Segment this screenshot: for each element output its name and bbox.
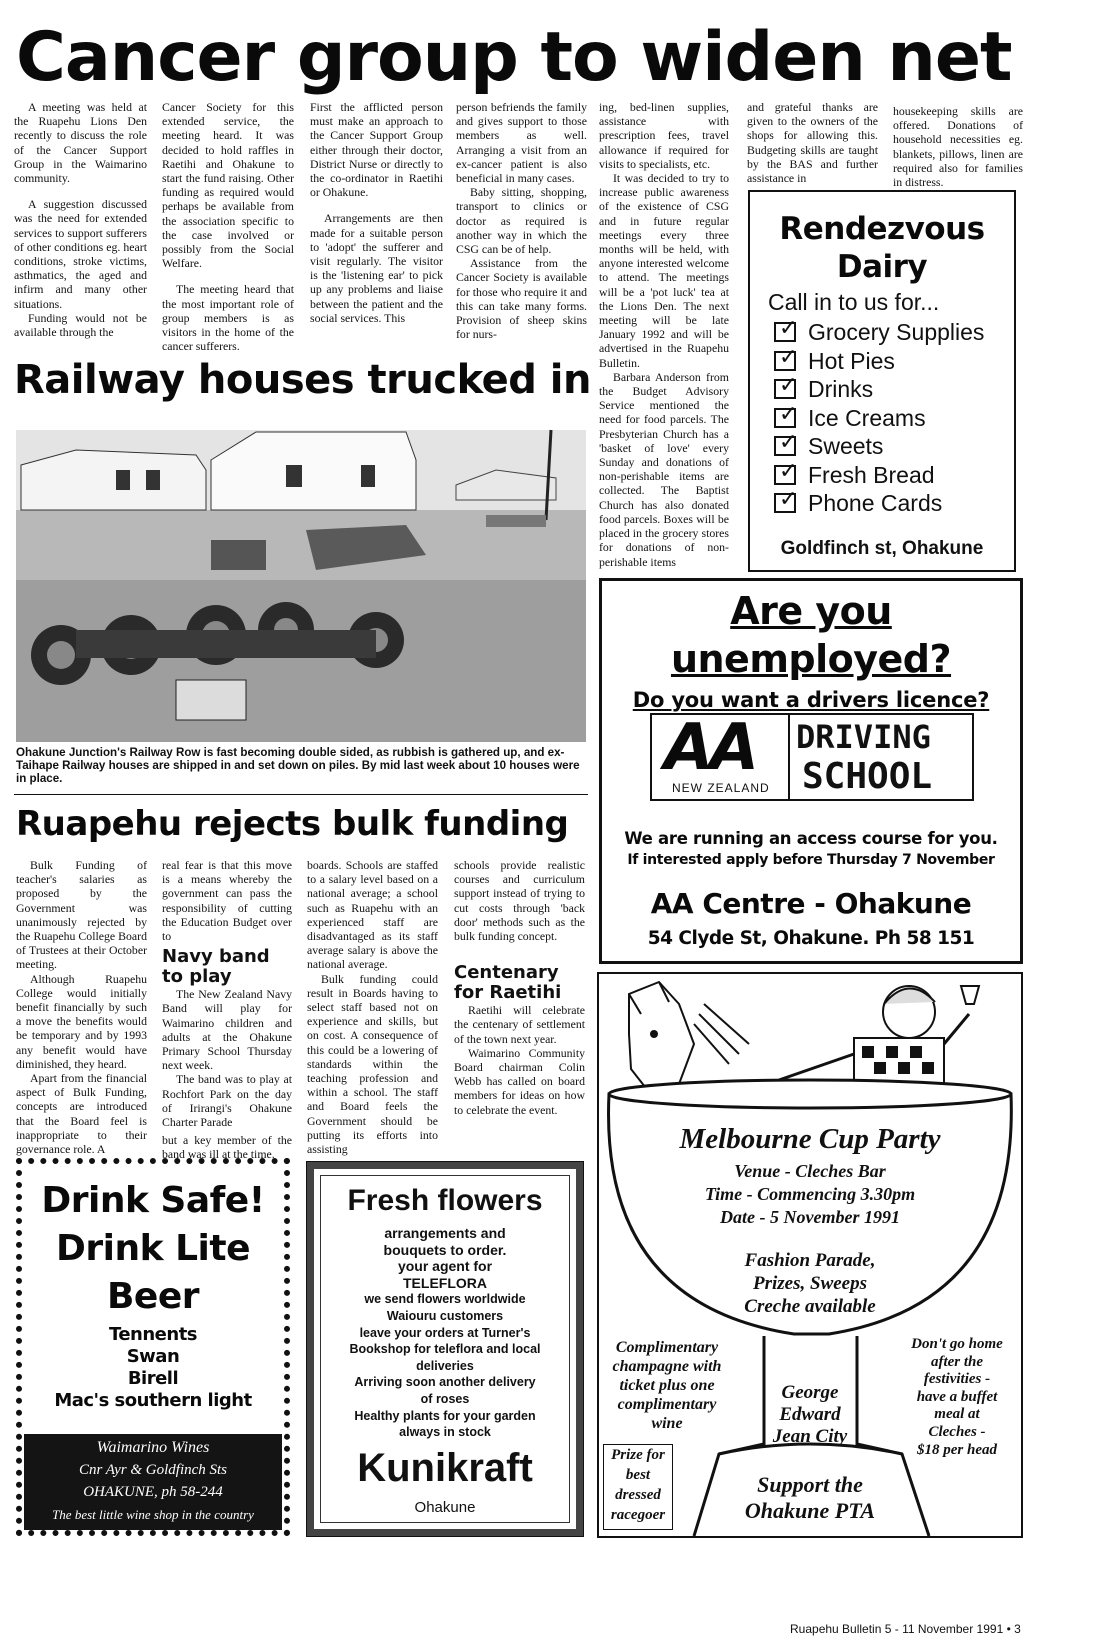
aa-address: 54 Clyde St, Ohakune. Ph 58 151	[647, 928, 975, 949]
paragraph: First the afflicted person must make an approach to the Cancer Support Group either through their doctor, District Nurse or directly to the co-ordinator in Raetihi or Ohakune.	[310, 100, 443, 200]
aa-apply: If interested apply before Thursday 7 November	[627, 852, 995, 868]
beer-line3: Beer	[106, 1276, 200, 1317]
aa-logo: AA	[664, 711, 756, 785]
divider	[14, 794, 588, 795]
cancer-col-1	[14, 100, 147, 348]
paragraph: but a key member of the band was ill at the time.	[162, 1133, 292, 1162]
aa-school-2: SCHOOL	[802, 756, 933, 797]
cup-dontgo-line: festivities -	[923, 1371, 991, 1388]
paragraph: and grateful thanks are given to the owners of the shops for allowing this. Budgeting skills are taught by the BAS and further assistance in	[747, 100, 878, 186]
cup-fashion-2: Prizes, Sweeps	[753, 1273, 867, 1294]
aa-centre: AA Centre - Ohakune	[650, 887, 972, 920]
wine-shop-address: Cnr Ayr & Goldfinch Sts	[78, 1462, 228, 1478]
flowers-line: Arriving soon another delivery	[354, 1375, 536, 1390]
dairy-list	[774, 318, 984, 518]
bulk-headline: Ruapehu rejects bulk funding	[16, 804, 569, 844]
flowers-line: deliveries	[416, 1358, 474, 1373]
list-item: ✓Ice Creams	[774, 404, 984, 433]
wine-shop-tagline: The best little wine shop in the country	[52, 1507, 254, 1522]
flowers-line: leave your orders at Turner's	[359, 1325, 531, 1340]
beer-line1: Drink Safe!	[41, 1180, 265, 1221]
paragraph: Apart from the financial aspect of Bulk Funding, concepts are introduced that the Board feel is inappropriate to their governance role. A	[16, 1071, 147, 1157]
paragraph: A suggestion discussed was the need for extended services to support sufferers of other conditions eg. heart conditions, stroke victims, asthmatics, the aged and infirm and many other situations.	[14, 197, 147, 311]
centenary-headline: Centenary for Raetihi	[454, 962, 562, 1004]
cup-dontgo	[895, 1336, 1019, 1459]
beer-brand: Swan	[126, 1346, 180, 1367]
railway-headline: Railway houses trucked in	[14, 357, 591, 403]
beer-ad	[16, 1158, 290, 1536]
cup-dontgo-line: meal at	[934, 1406, 980, 1423]
cup-champagne-line: ticket plus one	[619, 1377, 715, 1394]
list-item: ✓Hot Pies	[774, 347, 984, 376]
cup-time: Time - Commencing 3.30pm	[704, 1184, 916, 1204]
checkbox-icon	[774, 436, 796, 456]
cup-title: Melbourne Cup Party	[679, 1123, 941, 1155]
checkbox-icon	[774, 351, 796, 371]
flowers-line: your agent for	[397, 1258, 493, 1275]
cup-fashion-3: Creche available	[744, 1296, 876, 1317]
paragraph: Bulk Funding of teacher's salaries as proposed by the Government was unanimously rejected by the Ruapehu College Board of Trustees at their October meeting.	[16, 858, 147, 972]
checkbox-icon	[774, 322, 796, 342]
cup-name: Jean City	[772, 1426, 848, 1447]
aa-course: We are running an access course for you.	[624, 829, 998, 848]
paragraph: It was decided to try to increase public awareness of the existence of CSG and in future regular meetings every three months will be held, with anyone interested welcome to attend. The meetings will be a 'pot luck' tea at the Lions Den. The next meeting will be late January 1992 and will be advertised in the Ruapehu Bulletin.	[599, 171, 729, 370]
cup-name: George	[781, 1382, 839, 1403]
flowers-line: always in stock	[399, 1425, 491, 1440]
aa-ad	[599, 578, 1023, 964]
cup-prize-line: dressed	[615, 1487, 661, 1503]
flowers-line: we send flowers worldwide	[364, 1292, 526, 1307]
paragraph: Although Ruapehu College would initially benefit financially by such a move the benefits would be temporary and by 1993 any benefit would have diminished, they heard.	[16, 971, 147, 1071]
aa-line1: Are you	[730, 589, 892, 633]
paragraph: person befriends the family and gives support to those members as well. Arranging a visit from an ex-cancer patient is also beneficial in many cases.	[456, 100, 587, 186]
beer-brand: Birell	[127, 1368, 179, 1389]
bulk-col-4	[454, 858, 585, 1154]
railway-photo	[16, 430, 586, 742]
flowers-line: of roses	[420, 1391, 470, 1406]
paragraph: ing, bed-linen supplies, assistance with prescription fees, travel allowance if required for visits to specialists, etc.	[599, 100, 729, 171]
dairy-ad	[748, 190, 1016, 572]
list-item: ✓Drinks	[774, 375, 984, 404]
flowers-line: bouquets to order.	[383, 1241, 507, 1258]
wine-shop-name: Waimarino Wines	[96, 1439, 210, 1456]
dairy-title: Rendezvous Dairy	[779, 211, 985, 285]
cancer-col-3	[310, 100, 443, 348]
flowers-brand: Kunikraft	[357, 1446, 533, 1490]
cup-dontgo-line: Don't go home	[911, 1336, 1003, 1352]
paragraph: Assistance from the Cancer Society is available for those who require it and this can take many forms. Provision of sheep skins for nurs-	[456, 256, 587, 342]
flowers-lines	[314, 1225, 576, 1441]
paragraph: boards. Schools are staffed to a salary level based on a national average; a school such as Ruapehu with an experienced staff are disadvantaged as its staff average salary is above the national average.	[307, 858, 438, 972]
cup-dontgo-line: Cleches -	[928, 1423, 986, 1440]
cup-dontgo-line: $18 per head	[917, 1441, 997, 1458]
checkbox-icon	[774, 465, 796, 485]
cancer-col-7	[893, 104, 1023, 190]
cup-date: Date - 5 November 1991	[720, 1207, 900, 1227]
flowers-line: Bookshop for teleflora and local	[349, 1342, 541, 1357]
list-item: ✓Fresh Bread	[774, 461, 984, 490]
cup-name: Edward	[779, 1404, 841, 1425]
cup-prize-line: racegoer	[610, 1507, 666, 1523]
paragraph: real fear is that this move is a means whereby the government can pass the responsibility of cutting the Education Budget over to	[162, 858, 292, 944]
paragraph: Raetihi will celebrate the centenary of settlement of the town next year.	[454, 1003, 585, 1046]
paragraph: A meeting was held at the Ruapehu Lions Den recently to discuss the role of the Cancer Support Group in the Waimarino community.	[14, 100, 147, 186]
list-item: ✓Phone Cards	[774, 489, 984, 518]
railway-photo-drawing	[16, 430, 586, 742]
flowers-title: Fresh flowers	[347, 1184, 543, 1217]
paragraph: Bulk funding could result in Boards having to select staff based not on experience and skills, but on cost. A consequence of this could be a lowering of standards within the teaching profession and within a school. The staff and Board feels the Government should be putting its efforts into assisting	[307, 971, 438, 1157]
cup-champagne	[599, 1338, 735, 1433]
paragraph: housekeeping skills are offered. Donations of household necessities eg. blankets, pillows, linen are required also for families in distress.	[893, 104, 1023, 190]
main-headline: Cancer group to widen net	[16, 18, 1012, 97]
beer-line2: Drink Lite	[56, 1228, 250, 1269]
flowers-line: Healthy plants for your garden	[354, 1408, 536, 1423]
cup-fashion-1: Fashion Parade,	[744, 1250, 876, 1271]
dairy-address: Goldfinch st, Ohakune	[780, 538, 984, 559]
cup-venue: Venue - Cleches Bar	[734, 1161, 886, 1181]
aa-school-1: DRIVING	[796, 718, 931, 756]
cup-support-1: Support the	[757, 1472, 863, 1497]
list-item: ✓Sweets	[774, 432, 984, 461]
cup-champagne-line: Complimentary	[615, 1339, 719, 1356]
paragraph: Barbara Anderson from the Budget Advisory Service mentioned the need for food parcels. The Presbyterian Church has a 'basket of love' every Sunday and donations of non-perishable items are collected. The Baptist Church has also donated food parcels. Boxes will be placed in the grocery stores for donations of non-perishable items	[599, 369, 729, 569]
paragraph: The band was to play at Rochfort Park on the day of Irirangi's Ohakune Charter Parade	[162, 1072, 292, 1130]
aa-line3: Do you want a drivers licence?	[632, 688, 990, 712]
beer-brand: Mac's southern light	[54, 1390, 252, 1411]
flowers-line: Waiouru customers	[386, 1308, 504, 1323]
cancer-col-6	[747, 100, 878, 186]
aa-logo-box	[650, 713, 974, 801]
checkbox-icon	[774, 493, 796, 513]
paragraph: Funding would not be available through the	[14, 310, 147, 340]
bulk-col-3	[307, 858, 438, 1157]
checkbox-icon	[774, 379, 796, 399]
bulk-col-1	[16, 858, 147, 1157]
flowers-line: TELEFLORA	[403, 1274, 487, 1291]
cup-ad	[597, 972, 1023, 1538]
paragraph: The New Zealand Navy Band will play for Waimarino children and adults at the Ohakune Primary School Thursday next week.	[162, 987, 292, 1073]
paragraph: Baby sitting, shopping, transport to clinics or doctor as required is another way in which the CSG can be of help.	[456, 185, 587, 257]
cup-dontgo-line: have a buffet	[916, 1388, 998, 1405]
dairy-intro: Call in to us for...	[768, 289, 940, 315]
cup-prize-line: best	[625, 1467, 651, 1483]
aa-logo-sub: NEW ZEALAND	[672, 781, 770, 795]
paragraph: schools provide realistic courses and curriculum support instead of trying to cut costs through 'back door' methods such as the bulk funding concept.	[454, 858, 585, 944]
cup-names	[739, 1382, 881, 1448]
navy-headline: Navy band to play	[162, 946, 270, 988]
cancer-col-2	[162, 100, 294, 354]
cup-champagne-line: wine	[651, 1415, 683, 1432]
cup-prize-line: Prize for	[611, 1447, 665, 1463]
aa-line2: unemployed?	[670, 637, 952, 681]
list-item: ✓Grocery Supplies	[774, 318, 984, 347]
flowers-line: arrangements and	[384, 1225, 506, 1241]
paragraph: Cancer Society for this extended service, the meeting heard. It was decided to hold raffles in Raetihi and Ohakune to start the fund raising. Other funding as required would perhaps be available from the association specific to the case involved or possibly from the Social Welfare.	[162, 100, 294, 271]
cup-champagne-line: complimentary	[617, 1396, 717, 1413]
bulk-col-2	[162, 858, 292, 1162]
cup-champagne-line: champagne with	[612, 1358, 722, 1375]
cancer-col-5	[599, 100, 729, 576]
wine-shop-phone: OHAKUNE, ph 58-244	[83, 1484, 223, 1500]
paragraph: Waimarino Community Board chairman Colin Webb has called on board members for ideas on how to celebrate the event.	[454, 1045, 585, 1117]
divider	[788, 715, 790, 799]
beer-brand: Tennents	[108, 1324, 198, 1345]
cup-prize-box	[603, 1444, 673, 1530]
flowers-town: Ohakune	[414, 1499, 476, 1516]
railway-caption: Ohakune Junction's Railway Row is fast becoming double sided, as rubbish is gathered up, and ex-Taihape Railway houses are shipped in and set down on piles. By mid last week about 10 houses were in place.	[16, 746, 580, 785]
checkbox-icon	[774, 408, 796, 428]
paragraph: The meeting heard that the most important role of group members is as visitors in the home of the cancer sufferers.	[162, 282, 294, 354]
page-footer: Ruapehu Bulletin 5 - 11 November 1991 • 3	[790, 1622, 1021, 1636]
cup-dontgo-line: after the	[930, 1353, 984, 1370]
cup-support-2: Ohakune PTA	[744, 1498, 876, 1523]
wine-shop-banner	[24, 1434, 282, 1530]
paragraph: Arrangements are then made for a suitable person to 'adopt' the sufferer and visit regularly. The visitor is the 'listening ear' to pick up any problems and liaise between the patient and the social services. This	[310, 211, 443, 325]
flowers-ad	[307, 1162, 583, 1536]
cancer-col-4	[456, 100, 587, 348]
